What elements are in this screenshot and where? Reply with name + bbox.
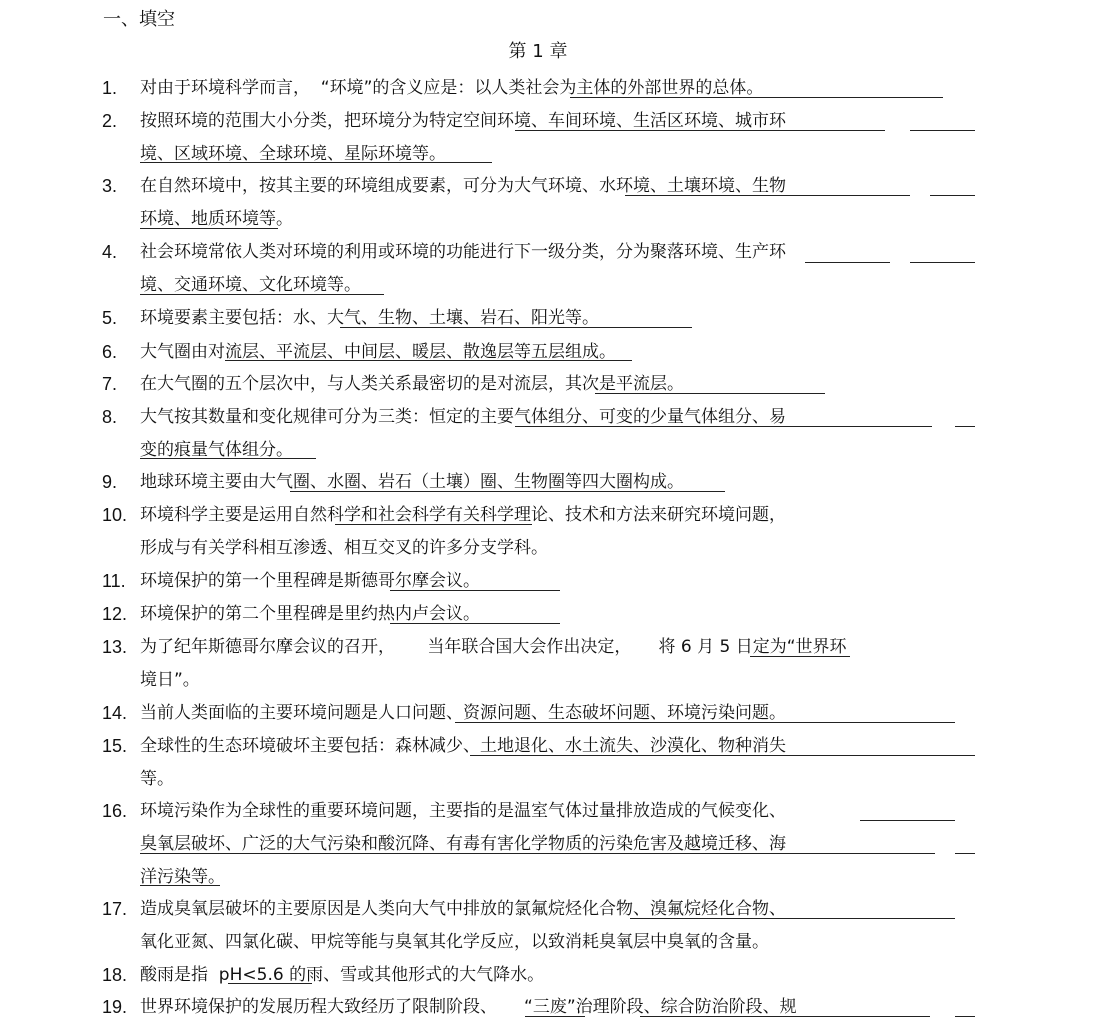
item-text: 造成臭氧层破坏的主要原因是人类向大气中排放的氯氟烷烃化合物、溴氟烷烃化合物、 氧化亚氮、四氯化碳、甲烷等能与臭氧其化学反应，以致消耗臭氧层中臭氧的含量。 bbox=[140, 899, 786, 952]
answer-underline bbox=[750, 656, 850, 657]
item-number: 9. bbox=[102, 472, 118, 492]
answer-underline bbox=[140, 885, 220, 886]
item-number: 13. bbox=[102, 637, 128, 657]
item-number: 11. bbox=[102, 571, 126, 591]
answer-underline bbox=[140, 162, 492, 163]
item-number: 3. bbox=[102, 176, 118, 196]
answer-underline bbox=[390, 590, 560, 591]
answer-underline bbox=[228, 983, 312, 984]
item-text: 环境要素主要包括：水、大气、生物、土壤、岩石、阳光等。 bbox=[140, 308, 599, 328]
item-number: 18. bbox=[102, 965, 128, 985]
answer-underline bbox=[625, 195, 910, 196]
answer-underline bbox=[930, 195, 975, 196]
item-text: 为了纪年斯德哥尔摩会议的召开， 当年联合国大会作出决定， 将 6 月 5 日定为“世界环 境日”。 bbox=[140, 637, 847, 690]
chapter-title: 第 1 章 bbox=[508, 41, 568, 62]
item-text: 社会环境常依人类对环境的利用或环境的功能进行下一级分类，分为聚落环境、生产环 境、交通环境、文化环境等。 bbox=[140, 242, 786, 295]
answer-underline bbox=[140, 458, 316, 459]
item-text: 对由于环境科学而言， “环境”的含义应是：以人类社会为主体的外部世界的总体。 bbox=[140, 78, 764, 98]
answer-underline bbox=[860, 820, 955, 821]
item-number: 12. bbox=[102, 604, 128, 624]
item-number: 17. bbox=[102, 899, 128, 919]
item-number: 14. bbox=[102, 703, 128, 723]
answer-underline bbox=[525, 1016, 585, 1017]
answer-underline bbox=[955, 1016, 975, 1017]
answer-underline bbox=[515, 426, 932, 427]
item-text: 环境保护的第二个里程碑是里约热内卢会议。 bbox=[140, 604, 480, 624]
answer-underline bbox=[955, 853, 975, 854]
answer-underline bbox=[470, 755, 975, 756]
item-text: 在大气圈的五个层次中，与人类关系最密切的是对流层，其次是平流层。 bbox=[140, 374, 684, 394]
item-text: 大气按其数量和变化规律可分为三类：恒定的主要气体组分、可变的少量气体组分、易 变的痕量气体组分。 bbox=[140, 407, 786, 460]
answer-underline bbox=[455, 722, 955, 723]
section-heading: 一、填空 bbox=[103, 9, 175, 30]
item-number: 2. bbox=[102, 111, 118, 131]
item-number: 8. bbox=[102, 407, 118, 427]
answer-underline bbox=[910, 130, 975, 131]
answer-underline bbox=[595, 393, 825, 394]
item-text: 地球环境主要由大气圈、水圈、岩石（土壤）圈、生物圈等四大圈构成。 bbox=[140, 472, 684, 492]
answer-underline bbox=[225, 360, 632, 361]
answer-underline bbox=[340, 327, 692, 328]
item-number: 15. bbox=[102, 736, 128, 756]
item-text: 环境污染作为全球性的重要环境问题，主要指的是温室气体过量排放造成的气候变化、 臭氧层破坏、广泛的大气污染和酸沉降、有毒有害化学物质的污染危害及越境迁移、海 洋污染等。 bbox=[140, 801, 786, 887]
answer-underline bbox=[290, 491, 725, 492]
item-number: 4. bbox=[102, 242, 118, 262]
answer-underline bbox=[140, 294, 384, 295]
item-number: 5. bbox=[102, 308, 118, 328]
answer-underline bbox=[335, 524, 532, 525]
item-number: 19. bbox=[102, 997, 128, 1017]
answer-underline bbox=[640, 1016, 930, 1017]
item-text: 大气圈由对流层、平流层、中间层、暖层、散逸层等五层组成。 bbox=[140, 342, 616, 362]
answer-underline bbox=[955, 426, 975, 427]
item-text: 按照环境的范围大小分类，把环境分为特定空间环境、车间环境、生活区环境、城市环 境、区域环境、全球环境、星际环境等。 bbox=[140, 111, 786, 164]
item-text: 在自然环境中，按其主要的环境组成要素，可分为大气环境、水环境、土壤环境、生物 环境、地质环境等。 bbox=[140, 176, 786, 229]
answer-underline bbox=[140, 853, 935, 854]
item-text: 酸雨是指 pH<5.6 的雨、雪或其他形式的大气降水。 bbox=[140, 965, 545, 985]
item-text: 世界环境保护的发展历程大致经历了限制阶段、 “三废”治理阶段、综合防治阶段、规 bbox=[140, 997, 797, 1017]
answer-underline bbox=[805, 262, 890, 263]
item-number: 7. bbox=[102, 374, 118, 394]
answer-underline bbox=[910, 262, 975, 263]
answer-underline bbox=[630, 918, 955, 919]
item-text: 环境保护的第一个里程碑是斯德哥尔摩会议。 bbox=[140, 571, 480, 591]
item-number: 6. bbox=[102, 342, 118, 362]
answer-underline bbox=[570, 97, 943, 98]
item-text: 环境科学主要是运用自然科学和社会科学有关科学理论、技术和方法来研究环境问题， 形成与有关学科相互渗透、相互交叉的许多分支学科。 bbox=[140, 505, 786, 558]
item-number: 1. bbox=[102, 78, 118, 98]
item-number: 16. bbox=[102, 801, 128, 821]
answer-underline bbox=[515, 130, 885, 131]
answer-underline bbox=[390, 623, 560, 624]
answer-underline bbox=[140, 228, 278, 229]
item-text: 当前人类面临的主要环境问题是人口问题、资源问题、生态破坏问题、环境污染问题。 bbox=[140, 703, 786, 723]
item-number: 10. bbox=[102, 505, 128, 525]
item-text: 全球性的生态环境破坏主要包括：森林减少、土地退化、水土流失、沙漠化、物种消失 等。 bbox=[140, 736, 786, 789]
